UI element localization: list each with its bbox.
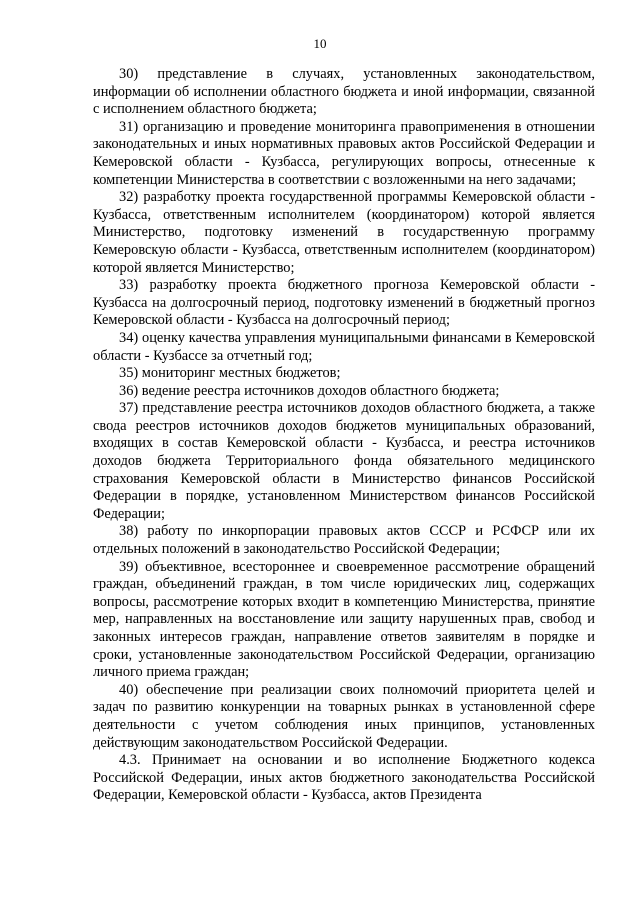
paragraph-item-34: 34) оценку качества управления муниципальными финансами в Кемеровской области - Кузбассе за отчетный год; [93, 329, 595, 364]
paragraph-item-40: 40) обеспечение при реализации своих полномочий приоритета целей и задач по развитию конкуренции на товарных рынках в установленной сфере деятельности с учетом соблюдения иных принципов, установленных действующим законодательством Российской Федерации. [93, 681, 595, 751]
paragraph-item-33: 33) разработку проекта бюджетного прогноза Кемеровской области - Кузбасса на долгосрочный период, подготовку изменений в бюджетный прогноз Кемеровской области - Кузбасса на долгосрочный период; [93, 277, 595, 329]
paragraph-item-39: 39) объективное, всестороннее и своевременное рассмотрение обращений граждан, объединений граждан, в том числе юридических лиц, содержащих вопросы, рассмотрение которых входит в компетенцию Министерства, принятие мер, направленных на восстановление или защиту нарушенных прав, свобод и законных интересов граждан, направление ответов заявителям в порядке и сроки, установленные законодательством Российской Федерации, организацию личного приема граждан; [93, 558, 595, 681]
paragraph-item-31: 31) организацию и проведение мониторинга правоприменения в отношении законодательных и иных нормативных правовых актов Российской Федерации и Кемеровской области - Кузбасса, регулирующих вопросы, отнесенные к компетенции Министерства в соответствии с возложенными на него задачами; [93, 118, 595, 188]
section-paragraph-4-3: 4.3. Принимает на основании и во исполнение Бюджетного кодекса Российской Федерации, иных актов бюджетного законодательства Российской Федерации, Кемеровской области - Кузбасса, актов Президента [93, 752, 595, 804]
paragraph-item-36: 36) ведение реестра источников доходов областного бюджета; [119, 382, 500, 399]
document-body [93, 66, 595, 805]
paragraph-item-30: 30) представление в случаях, установленных законодательством, информации об исполнении областного бюджета и иной информации, связанной с исполнением областного бюджета; [93, 66, 595, 118]
paragraph-item-35: 35) мониторинг местных бюджетов; [119, 365, 341, 382]
paragraph-item-37: 37) представление реестра источников доходов областного бюджета, а также свода реестров источников доходов бюджетов муниципальных образований, входящих в состав Кемеровской области - Кузбасса, и реестра источников доходов бюджета Территориального фонда обязательного медицинского страхования Кемеровской области в Министерство финансов Российской Федерации в порядке, установленном Министерством финансов Российской Федерации; [93, 400, 595, 522]
paragraph-item-38: 38) работу по инкорпорации правовых актов СССР и РСФСР или их отдельных положений в законодательство Российской Федерации; [93, 523, 595, 558]
page-number: 10 [313, 36, 327, 51]
paragraph-item-32: 32) разработку проекта государственной программы Кемеровской области - Кузбасса, ответственным исполнителем (координатором) которой является Министерство, подготовку изменений в государственную программу Кемеровскую области - Кузбасса, ответственным исполнителем (координатором) которой является Министерство; [93, 189, 595, 276]
